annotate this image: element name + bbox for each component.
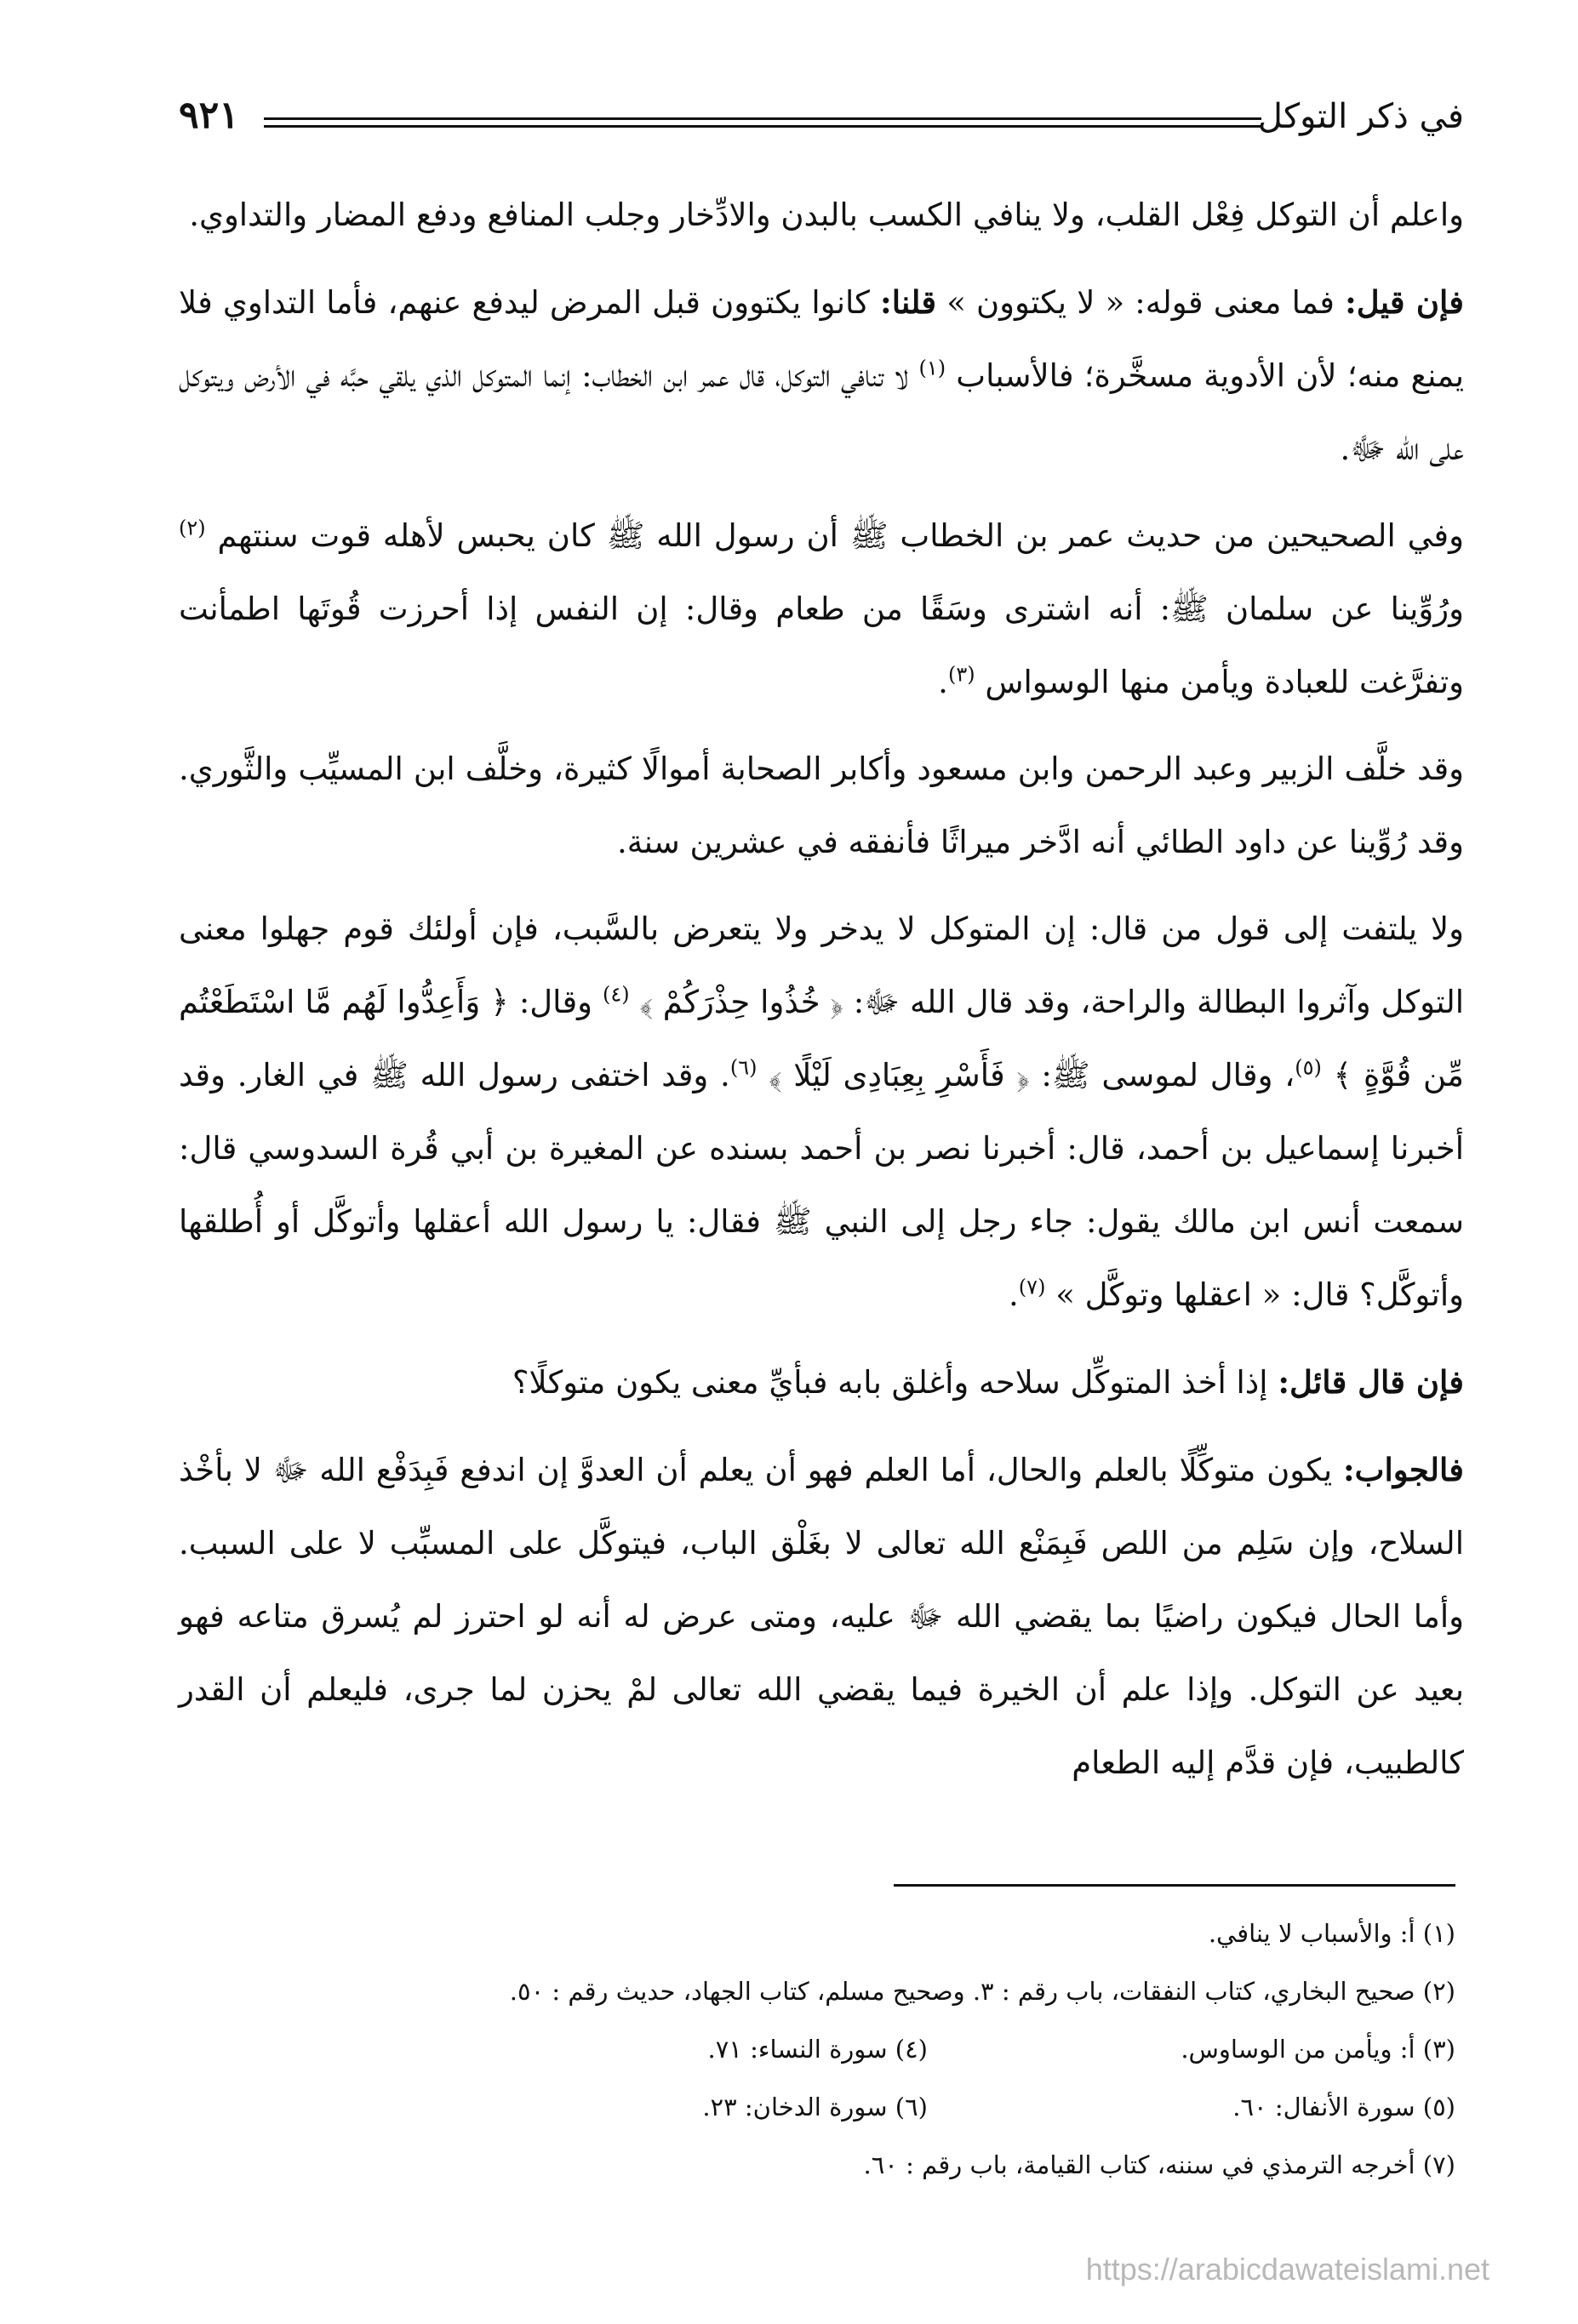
paragraph-5-text-e: . xyxy=(1009,1276,1019,1313)
paragraph-2-text-c: لا تنافي التوكل، قال عمر ابن الخطاب: إنما المتوكل الذي يلقي حبَّه في الأرض ويتوكل على الله ﷻ. xyxy=(179,357,1464,467)
footnote-5-text: (٥) سورة الأنفال: ٦٠. xyxy=(1232,2093,1455,2121)
paragraph-3-text-b: ورُوِّينا عن سلمان ﷺ: أنه اشترى وسَقًا من طعام وقال: إن النفس إذا أحرزت قُوتَها اطمأنت وتفرَّغت للعبادة ويأمن منها الوسواس xyxy=(179,591,1464,700)
paragraph-5-text-a: ولا يلتفت إلى قول من قال: إن المتوكل لا يدخر ولا يتعرض بالسَّبب، فإن أولئك قوم جهلوا معنى التوكل وآثروا البطالة والراحة، وقد قال الله ﷻ: ﴿ خُذُوا حِذْرَكُمْ ﴾ xyxy=(179,911,1465,1020)
footnote-4-text: (٤) سورة النساء: ٧١. xyxy=(707,2035,928,2064)
footnote-separator xyxy=(894,1884,1455,1887)
paragraph-5-text-d: . وقد اختفى رسول الله ﷺ في الغار. وقد أخبرنا إسماعيل بن أحمد، قال: أخبرنا نصر بن أحمد بسنده عن المغيرة بن أبي قُرة السدوسي قال: سمعت أنس ابن مالك يقول: جاء رجل إلى النبي ﷺ فقال: يا رسول الله أعقلها وأتوكَّل أو أُطلقها وأتوكَّل؟ قال: « اعقلها وتوكَّل » xyxy=(179,1057,1464,1313)
question-lead: فإن قيل: xyxy=(1345,283,1464,321)
footnote-row-5-6 xyxy=(196,2078,1455,2136)
footnote-row-3-4 xyxy=(196,2020,1455,2078)
paragraph-6 xyxy=(179,1345,1464,1419)
paragraph-7-text: يكون متوكِّلًا بالعلم والحال، أما العلم فهو أن يعلم أن العدوَّ إن اندفع فَبِدَفْع الله ﷻ لا بأخْذ السلاح، وإن سَلِم من اللص فَبِمَنْع الله تعالى لا بغَلْق الباب، فيتوكَّل على المسبِّب لا على السبب. وأما الحال فيكون راضيًا بما يقضي الله ﷻ عليه، ومتى عرض له أنه لو احترز لم يُسرق متاعه فهو بعيد عن التوكل. وإذا علم أن الخيرة فيما يقضي الله تعالى لمْ يحزن لما جرى، فليعلم أن القدر كالطبيب، فإن قدَّم إليه الطعام xyxy=(179,1452,1464,1781)
footnote-ref-7: (٧) xyxy=(1018,1275,1046,1299)
footnote-3-text: (٣) أ: ويأمن من الوساوس. xyxy=(1181,2035,1455,2064)
paragraph-4-text: وقد خلَّف الزبير وعبد الرحمن وابن مسعود وأكابر الصحابة أموالًا كثيرة، وخلَّف ابن المسيِّب والثَّوري. وقد رُوِّينا عن داود الطائي أنه ادَّخر ميراثًا فأنفقه في عشرين سنة. xyxy=(179,751,1465,860)
footnote-ref-1: (١) xyxy=(918,356,946,380)
footnote-1 xyxy=(196,1904,1455,1962)
footnote-2 xyxy=(196,1962,1455,2020)
objection-lead: فإن قال قائل: xyxy=(1278,1363,1464,1401)
paragraph-3-text-c: . xyxy=(938,664,948,700)
footnote-7-text: (٧) أخرجه الترمذي في سننه، كتاب القيامة، باب رقم : ٦٠. xyxy=(863,2150,1455,2179)
footnote-ref-3: (٣) xyxy=(947,662,975,687)
footnote-2-text: (٢) صحيح البخاري، كتاب النفقات، باب رقم : ٣. وصحيح مسلم، كتاب الجهاد، حديث رقم : ٥٠. xyxy=(509,1977,1455,2006)
header-double-rule xyxy=(264,117,1261,128)
paragraph-1-text: واعلم أن التوكل فِعْل القلب، ولا ينافي الكسب بالبدن والادِّخار وجلب المنافع ودفع المضار والتداوي. xyxy=(189,197,1464,233)
reply-lead: فالجواب: xyxy=(1342,1451,1464,1488)
footnote-ref-5: (٥) xyxy=(1295,1055,1322,1080)
footnote-ref-6: (٦) xyxy=(729,1055,758,1080)
footnote-1-text: (١) أ: والأسباب لا ينافي. xyxy=(1208,1919,1455,1948)
answer-lead: قلنا: xyxy=(880,283,937,321)
page-header xyxy=(179,92,1464,151)
paragraph-1 xyxy=(179,179,1464,252)
paragraph-7 xyxy=(179,1433,1464,1800)
paragraph-3-text-a: وفي الصحيحين من حديث عمر بن الخطاب ﷺ أن رسول الله ﷺ كان يحبس لأهله قوت سنتهم xyxy=(205,517,1464,554)
page-number: ٩٢١ xyxy=(179,94,239,137)
footnotes xyxy=(196,1904,1455,2194)
running-title: في ذكر التوكل xyxy=(1257,97,1464,136)
footnote-ref-4: (٤) xyxy=(603,982,630,1007)
paragraph-3 xyxy=(179,500,1464,719)
footnote-ref-2: (٢) xyxy=(179,516,206,540)
footnote-7 xyxy=(196,2136,1455,2194)
paragraph-5-text-c: ، وقال لموسى ﷺ: ﴿ فَأَسْرِ بِعِبَادِى لَيْلًا ﴾ xyxy=(757,1057,1295,1093)
paragraph-5-text-b: وقال: ﴿ وَأَعِدُّوا لَهُم مَّا اسْتَطَعْتُم مِّن قُوَّةٍ ﴾ xyxy=(179,984,1464,1093)
footnote-6-text: (٦) سورة الدخان: ٢٣. xyxy=(702,2093,928,2121)
main-text xyxy=(179,179,1464,1800)
paragraph-4 xyxy=(179,733,1464,879)
paragraph-2-text-a: فما معنى قوله: « لا يكتوون » xyxy=(936,284,1346,321)
paragraph-6-text: إذا أخذ المتوكِّل سلاحه وأغلق بابه فبأيِّ معنى يكون متوكلًا؟ xyxy=(512,1364,1278,1401)
source-watermark: https://arabicdawateislami.net xyxy=(1085,2252,1489,2287)
paragraph-2 xyxy=(179,266,1464,486)
paragraph-2-text-b: كانوا يكتوون قبل المرض ليدفع عنهم، فأما التداوي فلا يمنع منه؛ لأن الأدوية مسخَّرة؛ فالأسباب xyxy=(179,284,1464,394)
paragraph-5 xyxy=(179,893,1464,1332)
